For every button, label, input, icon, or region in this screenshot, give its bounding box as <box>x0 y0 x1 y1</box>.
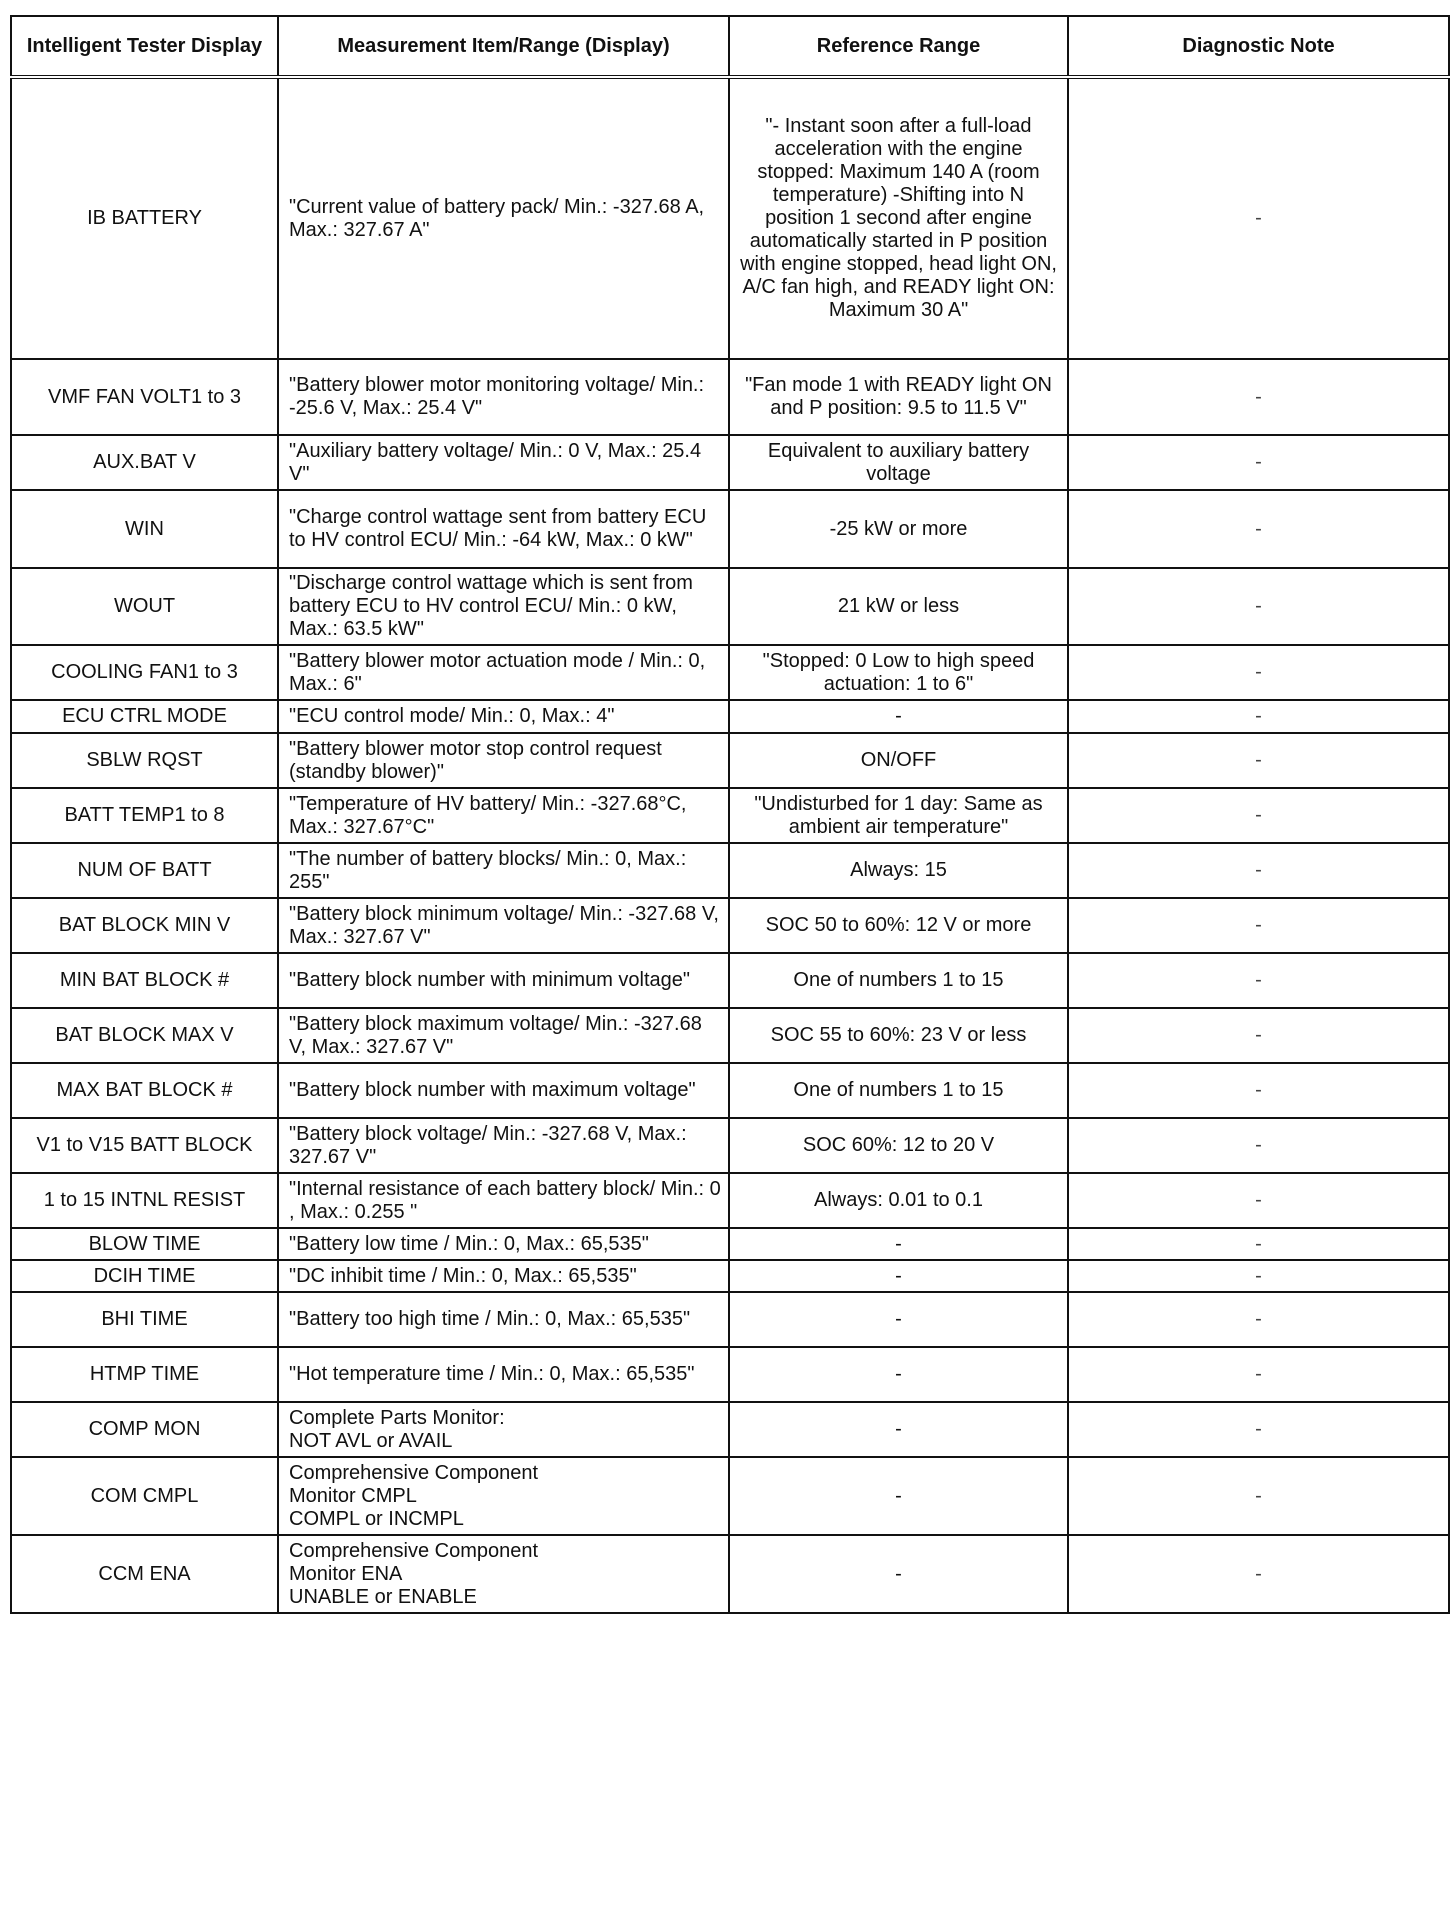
diagnostic-note-cell <box>1068 1063 1449 1118</box>
reference-range-cell <box>729 700 1068 733</box>
reference-range-cell-text: -25 kW or more <box>829 517 968 540</box>
reference-range-cell-text: - <box>895 1363 902 1385</box>
measurement-item-cell-text: "Auxiliary battery voltage/ Min.: 0 V, Max.: 25.4 V" <box>289 439 702 485</box>
diagnostic-note-cell-text: - <box>1255 595 1262 617</box>
tester-display-cell <box>11 1347 278 1402</box>
measurement-item-cell <box>278 1457 729 1535</box>
measurement-item-cell <box>278 1535 729 1613</box>
diagnostic-note-cell-text: - <box>1255 1024 1262 1046</box>
tester-display-cell-text: WOUT <box>113 595 176 617</box>
tester-display-cell-text: MAX BAT BLOCK # <box>56 1079 233 1101</box>
measurement-item-cell-text: "Battery block number with maximum voltage" <box>289 1079 696 1101</box>
measurement-item-cell <box>278 1008 729 1063</box>
reference-range-cell <box>729 733 1068 788</box>
diagnostic-note-cell-text: - <box>1255 385 1262 408</box>
measurement-item-cell <box>278 1228 729 1260</box>
diagnostic-note-cell <box>1068 77 1449 359</box>
tester-display-cell <box>11 1535 278 1613</box>
table-row <box>11 1063 1449 1118</box>
tester-display-cell <box>11 359 278 435</box>
tester-display-cell <box>11 843 278 898</box>
tester-display-cell-text: V1 to V15 BATT BLOCK <box>36 1134 253 1156</box>
reference-range-cell-text: One of numbers 1 to 15 <box>793 969 1004 991</box>
tester-display-cell <box>11 1118 278 1173</box>
measurement-item-cell-text: "Internal resistance of each battery block/ Min.: 0 , Max.: 0.255 " <box>289 1177 721 1223</box>
diagnostic-note-cell-text: - <box>1255 661 1262 683</box>
diagnostic-note-cell-text: - <box>1255 1079 1262 1101</box>
tester-display-cell <box>11 700 278 733</box>
reference-range-cell <box>729 1347 1068 1402</box>
reference-range-cell-text: One of numbers 1 to 15 <box>793 1079 1004 1101</box>
measurement-item-cell-text: "Temperature of HV battery/ Min.: -327.68°C, Max.: 327.67°C" <box>289 792 687 838</box>
measurement-item-cell-text: "DC inhibit time / Min.: 0, Max.: 65,535" <box>289 1264 637 1287</box>
tester-display-cell-text: MIN BAT BLOCK # <box>59 969 230 991</box>
diagnostic-note-cell <box>1068 1228 1449 1260</box>
tester-display-cell-text: NUM OF BATT <box>77 859 212 881</box>
diagnostic-note-cell <box>1068 843 1449 898</box>
header-diagnostic-note: Diagnostic Note <box>1068 16 1449 77</box>
reference-range-cell-text: Always: 15 <box>850 859 947 881</box>
measurement-item-cell-text: "Charge control wattage sent from battery ECU to HV control ECU/ Min.: -64 kW, Max.: 0 kW" <box>289 506 707 551</box>
tester-display-cell-text: SBLW RQST <box>86 749 203 771</box>
measurement-item-cell-text: "Hot temperature time / Min.: 0, Max.: 65,535" <box>289 1363 695 1385</box>
table-row <box>11 77 1449 359</box>
diagnostic-note-cell <box>1068 1347 1449 1402</box>
measurement-item-cell-text: "Battery block maximum voltage/ Min.: -327.68 V, Max.: 327.67 V" <box>289 1012 702 1058</box>
diagnostic-note-cell-text: - <box>1255 749 1262 771</box>
measurement-item-cell-text: "Battery too high time / Min.: 0, Max.: 65,535" <box>289 1308 691 1330</box>
table-row <box>11 1457 1449 1535</box>
measurement-item-cell-text: "Battery blower motor actuation mode / Min.: 0, Max.: 6" <box>289 649 706 695</box>
measurement-item-cell-text: "Battery blower motor stop control request (standby blower)" <box>289 737 662 783</box>
tester-display-cell <box>11 77 278 359</box>
measurement-item-cell <box>278 953 729 1008</box>
diagnostic-note-cell-text: - <box>1255 1418 1262 1440</box>
table-row <box>11 1173 1449 1228</box>
diagnostic-note-cell <box>1068 1260 1449 1292</box>
tester-display-cell-text: CCM ENA <box>98 1562 191 1585</box>
measurement-item-cell-text: "The number of battery blocks/ Min.: 0, Max.: 255" <box>289 847 687 893</box>
header-row <box>11 16 1449 77</box>
table-row <box>11 435 1449 490</box>
diagnostic-note-cell-text: - <box>1255 1308 1262 1330</box>
reference-range-cell-text: - <box>895 1232 902 1255</box>
measurement-item-cell-text: "Battery blower motor monitoring voltage/ Min.: -25.6 V, Max.: 25.4 V" <box>289 374 705 419</box>
diagnostic-note-cell <box>1068 1292 1449 1347</box>
diagnostic-note-cell <box>1068 435 1449 490</box>
reference-range-cell <box>729 77 1068 359</box>
tester-display-cell-text: COMP MON <box>88 1418 201 1440</box>
reference-range-cell <box>729 359 1068 435</box>
table-row <box>11 788 1449 843</box>
table-row <box>11 490 1449 568</box>
table-row <box>11 1292 1449 1347</box>
tester-display-cell <box>11 435 278 490</box>
diagnostic-note-cell-text: - <box>1255 804 1262 826</box>
tester-display-cell <box>11 1457 278 1535</box>
diagnostic-note-cell <box>1068 1008 1449 1063</box>
diagnostic-note-cell-text: - <box>1255 1232 1262 1255</box>
reference-range-cell-text: ON/OFF <box>860 749 937 771</box>
header-measurement-item: Measurement Item/Range (Display) <box>278 16 729 77</box>
tester-display-cell-text: VMF FAN VOLT1 to 3 <box>47 385 242 408</box>
data-list-table <box>10 15 1450 1614</box>
table-row <box>11 1535 1449 1613</box>
reference-range-cell <box>729 953 1068 1008</box>
reference-range-cell-text: - <box>895 1308 902 1330</box>
tester-display-cell <box>11 490 278 568</box>
measurement-item-cell <box>278 1063 729 1118</box>
tester-display-cell <box>11 568 278 645</box>
tester-display-cell <box>11 1292 278 1347</box>
reference-range-cell <box>729 1118 1068 1173</box>
reference-range-cell-text: - <box>895 1562 902 1585</box>
diagnostic-note-cell-text: - <box>1255 517 1262 540</box>
reference-range-cell-text: Equivalent to auxiliary battery voltage <box>767 439 1030 485</box>
measurement-item-cell-text: "Current value of battery pack/ Min.: -327.68 A, Max.: 327.67 A" <box>289 195 705 241</box>
reference-range-cell-text: - <box>895 705 902 727</box>
measurement-item-cell <box>278 843 729 898</box>
tester-display-cell <box>11 645 278 700</box>
table-row <box>11 1008 1449 1063</box>
measurement-item-cell-text: Complete Parts Monitor: NOT AVL or AVAIL <box>289 1406 505 1452</box>
measurement-item-cell <box>278 359 729 435</box>
tester-display-cell <box>11 1228 278 1260</box>
reference-range-cell-text: - <box>895 1484 902 1507</box>
tester-display-cell-text: COOLING FAN1 to 3 <box>51 661 238 683</box>
diagnostic-note-cell <box>1068 1173 1449 1228</box>
diagnostic-note-cell-text: - <box>1255 1134 1262 1156</box>
measurement-item-cell <box>278 1402 729 1457</box>
table-row <box>11 1118 1449 1173</box>
reference-range-cell <box>729 568 1068 645</box>
diagnostic-note-cell-text: - <box>1255 705 1262 727</box>
diagnostic-note-cell <box>1068 359 1449 435</box>
measurement-item-cell <box>278 490 729 568</box>
tester-display-cell-text: DCIH TIME <box>93 1264 196 1287</box>
tester-display-cell <box>11 1008 278 1063</box>
diagnostic-note-cell-text: - <box>1255 1363 1262 1385</box>
diagnostic-note-cell-text: - <box>1255 1264 1262 1287</box>
diagnostic-note-cell-text: - <box>1255 1189 1262 1211</box>
diagnostic-note-cell-text: - <box>1255 451 1262 473</box>
reference-range-cell-text: SOC 55 to 60%: 23 V or less <box>770 1024 1027 1046</box>
measurement-item-cell <box>278 898 729 953</box>
diagnostic-note-cell <box>1068 1535 1449 1613</box>
tester-display-cell <box>11 898 278 953</box>
diagnostic-note-cell <box>1068 700 1449 733</box>
tester-display-cell <box>11 788 278 843</box>
reference-range-cell <box>729 1402 1068 1457</box>
tester-display-cell <box>11 1063 278 1118</box>
reference-range-cell <box>729 843 1068 898</box>
reference-range-cell-text: SOC 50 to 60%: 12 V or more <box>765 914 1032 936</box>
measurement-item-cell-text: "Discharge control wattage which is sent from battery ECU to HV control ECU/ Min.: 0 kW, Max.: 63.5 kW" <box>289 572 693 640</box>
tester-display-cell-text: HTMP TIME <box>89 1363 200 1385</box>
tester-display-cell-text: IB BATTERY <box>87 207 202 229</box>
reference-range-cell-text: 21 kW or less <box>837 595 960 617</box>
measurement-item-cell <box>278 435 729 490</box>
measurement-item-cell <box>278 733 729 788</box>
measurement-item-cell <box>278 1118 729 1173</box>
table-row <box>11 1228 1449 1260</box>
reference-range-cell-text: - <box>895 1418 902 1440</box>
reference-range-cell-text: "Stopped: 0 Low to high speed actuation: 1 to 6" <box>762 649 1035 695</box>
table-body <box>11 77 1449 1613</box>
tester-display-cell-text: 1 to 15 INTNL RESIST <box>43 1189 246 1211</box>
table-row <box>11 953 1449 1008</box>
table-row <box>11 898 1449 953</box>
diagnostic-note-cell <box>1068 1402 1449 1457</box>
table-header <box>11 16 1449 77</box>
reference-range-cell <box>729 898 1068 953</box>
diagnostic-note-cell <box>1068 1457 1449 1535</box>
reference-range-cell <box>729 1008 1068 1063</box>
tester-display-cell <box>11 733 278 788</box>
reference-range-cell <box>729 1228 1068 1260</box>
tester-display-cell-text: BATT TEMP1 to 8 <box>64 804 225 826</box>
measurement-item-cell-text: "Battery block number with minimum voltage" <box>289 969 691 991</box>
tester-display-cell-text: WIN <box>125 517 164 540</box>
tester-display-cell-text: BLOW TIME <box>88 1232 201 1255</box>
measurement-item-cell <box>278 788 729 843</box>
tester-display-cell <box>11 1173 278 1228</box>
table-row <box>11 1347 1449 1402</box>
reference-range-cell-text: "Fan mode 1 with READY light ON and P position: 9.5 to 11.5 V" <box>745 374 1052 419</box>
reference-range-cell <box>729 788 1068 843</box>
diagnostic-note-cell <box>1068 568 1449 645</box>
diagnostic-note-cell <box>1068 898 1449 953</box>
diagnostic-note-cell-text: - <box>1255 1484 1262 1507</box>
measurement-item-cell-text: "Battery low time / Min.: 0, Max.: 65,535" <box>289 1232 649 1255</box>
measurement-item-cell <box>278 1173 729 1228</box>
reference-range-cell-text: SOC 60%: 12 to 20 V <box>802 1134 995 1156</box>
tester-display-cell-text: ECU CTRL MODE <box>62 705 227 727</box>
measurement-item-cell <box>278 568 729 645</box>
diagnostic-note-cell-text: - <box>1255 1562 1262 1585</box>
measurement-item-cell <box>278 700 729 733</box>
measurement-item-cell-text: "Battery block minimum voltage/ Min.: -327.68 V, Max.: 327.67 V" <box>289 902 719 948</box>
measurement-item-cell-text: "Battery block voltage/ Min.: -327.68 V, Max.: 327.67 V" <box>289 1122 687 1168</box>
measurement-item-cell <box>278 645 729 700</box>
reference-range-cell-text: "- Instant soon after a full-load acceleration with the engine stopped: Maximum 140 A (room temperature) -Shifting into N position 1 second after engine automatically started in P position with engine stopped, head light ON, A/C fan high, and READY light ON: Maximum 30 A" <box>740 115 1057 321</box>
reference-range-cell-text: Always: 0.01 to 0.1 <box>814 1189 983 1211</box>
measurement-item-cell <box>278 1347 729 1402</box>
reference-range-cell-text: - <box>895 1264 902 1287</box>
measurement-item-cell <box>278 1292 729 1347</box>
table-row <box>11 359 1449 435</box>
measurement-item-cell <box>278 1260 729 1292</box>
table-row <box>11 1260 1449 1292</box>
diagnostic-note-cell <box>1068 953 1449 1008</box>
diagnostic-note-cell-text: - <box>1255 969 1262 991</box>
table-row <box>11 1402 1449 1457</box>
reference-range-cell <box>729 490 1068 568</box>
diagnostic-note-cell-text: - <box>1255 914 1262 936</box>
table-row <box>11 733 1449 788</box>
diagnostic-note-cell <box>1068 1118 1449 1173</box>
diagnostic-note-cell <box>1068 645 1449 700</box>
table-row <box>11 843 1449 898</box>
table-row <box>11 645 1449 700</box>
tester-display-cell-text: BAT BLOCK MAX V <box>55 1024 234 1046</box>
tester-display-cell-text: BAT BLOCK MIN V <box>58 914 231 936</box>
measurement-item-cell-text: "ECU control mode/ Min.: 0, Max.: 4" <box>289 705 615 727</box>
tester-display-cell <box>11 953 278 1008</box>
reference-range-cell <box>729 1260 1068 1292</box>
header-reference-range: Reference Range <box>729 16 1068 77</box>
diagnostic-note-cell <box>1068 788 1449 843</box>
tester-display-cell-text: COM CMPL <box>90 1484 199 1507</box>
header-tester-display: Intelligent Tester Display <box>11 16 278 77</box>
diagnostic-note-cell-text: - <box>1255 207 1262 229</box>
reference-range-cell <box>729 1457 1068 1535</box>
reference-range-cell <box>729 1173 1068 1228</box>
reference-range-cell-text: "Undisturbed for 1 day: Same as ambient air temperature" <box>754 792 1043 838</box>
diagnostic-note-cell-text: - <box>1255 859 1262 881</box>
reference-range-cell <box>729 435 1068 490</box>
tester-display-cell <box>11 1260 278 1292</box>
reference-range-cell <box>729 1292 1068 1347</box>
diagnostic-note-cell <box>1068 490 1449 568</box>
reference-range-cell <box>729 1535 1068 1613</box>
measurement-item-cell-text: Comprehensive Component Monitor ENA UNABLE or ENABLE <box>289 1539 539 1608</box>
diagnostic-note-cell <box>1068 733 1449 788</box>
table-row <box>11 568 1449 645</box>
reference-range-cell <box>729 1063 1068 1118</box>
measurement-item-cell-text: Comprehensive Component Monitor CMPL COMPL or INCMPL <box>289 1461 539 1530</box>
tester-display-cell <box>11 1402 278 1457</box>
reference-range-cell <box>729 645 1068 700</box>
measurement-item-cell <box>278 77 729 359</box>
table-row <box>11 700 1449 733</box>
tester-display-cell-text: BHI TIME <box>101 1308 188 1330</box>
tester-display-cell-text: AUX.BAT V <box>93 451 196 473</box>
